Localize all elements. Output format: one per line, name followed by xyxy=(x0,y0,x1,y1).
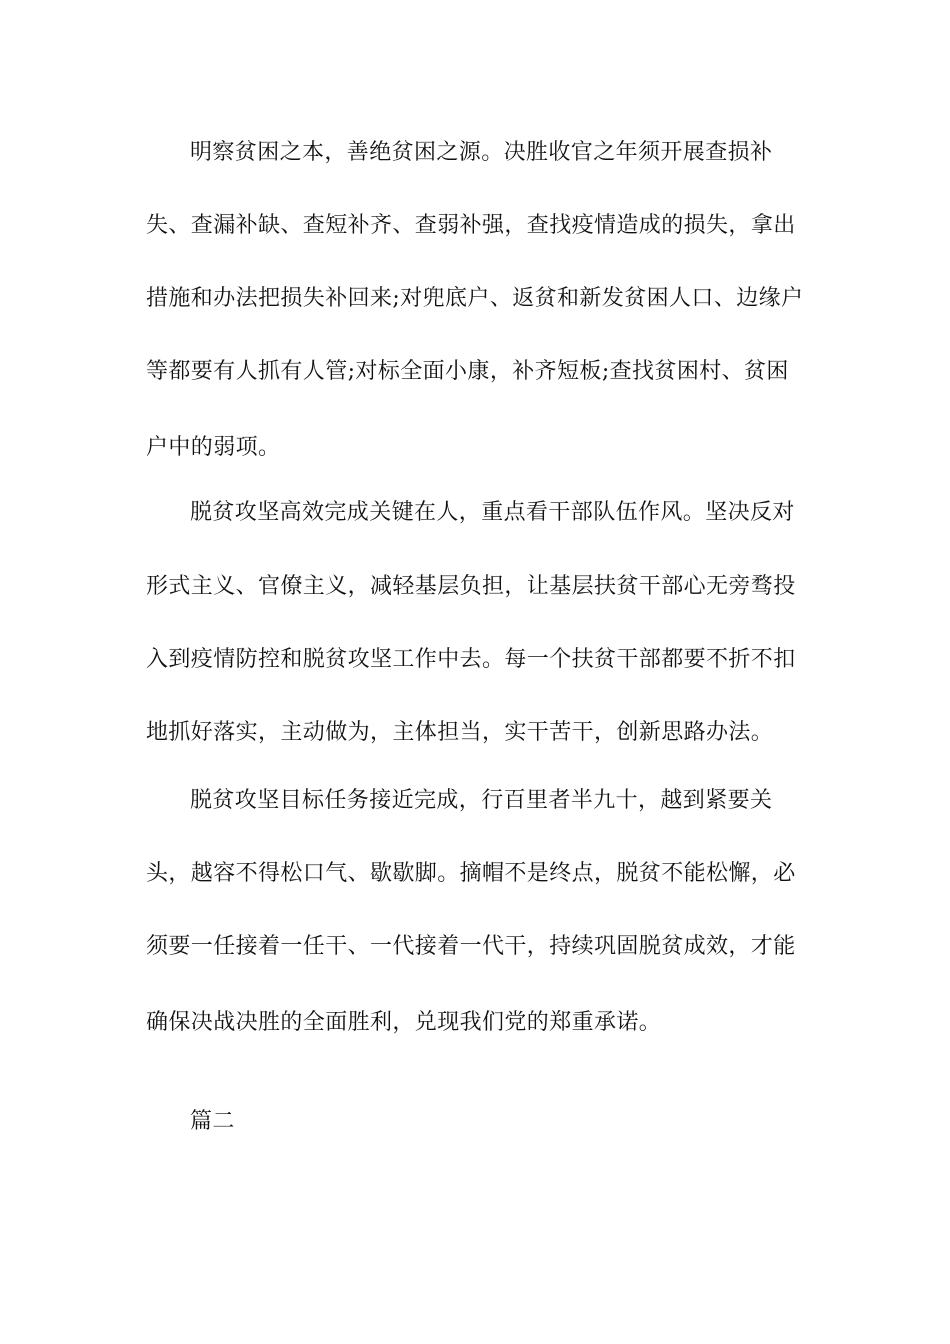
paragraph-line: 须要一任接着一任干、一代接着一代干，持续巩固脱贫成效，才能 xyxy=(146,934,796,959)
paragraph-line: 形式主义、官僚主义，减轻基层负担，让基层扶贫干部心无旁骛投 xyxy=(146,574,796,599)
paragraph-line: 失、查漏补缺、查短补齐、查弱补强，查找疫情造成的损失，拿出 xyxy=(146,213,796,238)
paragraph-line: 等都要有人抓有人管;对标全面小康，补齐短板;查找贫困村、贫困 xyxy=(146,359,789,384)
paragraph-line: 确保决战决胜的全面胜利，兑现我们党的郑重承诺。 xyxy=(146,1010,662,1035)
paragraph-line: 措施和办法把损失补回来;对兜底户、返贫和新发贫困人口、边缘户 xyxy=(146,286,804,311)
paragraph-line: 地抓好落实，主动做为，主体担当，实干苦干，创新思路办法。 xyxy=(146,720,774,745)
paragraph-line: 头，越容不得松口气、歇歇脚。摘帽不是终点，脱贫不能松懈，必 xyxy=(146,861,796,886)
paragraph-line: 脱贫攻坚目标任务接近完成，行百里者半九十，越到紧要关 xyxy=(190,788,773,813)
paragraph-line: 明察贫困之本，善绝贫困之源。决胜收官之年须开展查损补 xyxy=(190,140,773,165)
section-heading: 篇二 xyxy=(190,1109,235,1134)
paragraph-line: 入到疫情防控和脱贫攻坚工作中去。每一个扶贫干部都要不折不扣 xyxy=(146,647,796,672)
paragraph-line: 户中的弱项。 xyxy=(146,435,281,460)
paragraph-line: 脱贫攻坚高效完成关键在人，重点看干部队伍作风。坚决反对 xyxy=(190,500,795,525)
